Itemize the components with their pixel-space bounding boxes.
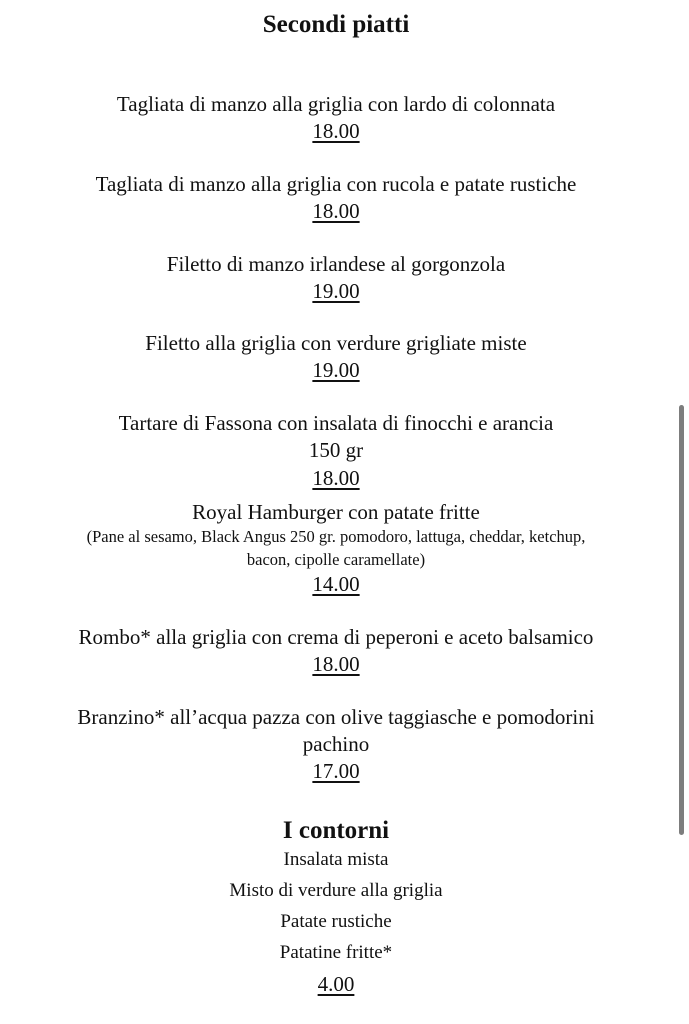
dish-price: 18.00 — [312, 199, 360, 223]
dish-description: bacon, cipolle caramellate) — [246, 550, 426, 569]
dish-price: 19.00 — [312, 279, 360, 303]
dish-price: 18.00 — [312, 466, 360, 490]
dish-name: Tagliata di manzo alla griglia con rucola e patate rustiche — [95, 172, 577, 196]
side-dish: Misto di verdure alla griglia — [229, 880, 443, 901]
dish-price: 19.00 — [312, 358, 360, 382]
dish-name: Rombo* alla griglia con crema di peperoni e aceto balsamico — [78, 625, 594, 649]
scrollbar[interactable] — [679, 405, 684, 835]
dish-name: Tagliata di manzo alla griglia con lardo di colonnata — [116, 92, 556, 116]
dish-name: Royal Hamburger con patate fritte — [192, 500, 480, 524]
dish-price: 18.00 — [312, 652, 360, 676]
dish-price: 14.00 — [312, 572, 360, 596]
dish-weight: 150 gr — [308, 438, 364, 462]
side-dish: Patate rustiche — [280, 911, 392, 932]
dish-name: Filetto alla griglia con verdure grigliate miste — [145, 331, 527, 355]
dish-name: Filetto di manzo irlandese al gorgonzola — [166, 252, 506, 276]
section-title-contorni: I contorni — [282, 817, 390, 844]
dish-description: (Pane al sesamo, Black Angus 250 gr. pomodoro, lattuga, cheddar, ketchup, — [86, 527, 586, 546]
section-title-secondi: Secondi piatti — [262, 11, 410, 38]
side-dish: Patatine fritte* — [279, 942, 393, 963]
dish-price: 17.00 — [312, 759, 360, 783]
dish-name: Tartare di Fassona con insalata di finocchi e arancia — [118, 411, 554, 435]
side-dish: Insalata mista — [283, 849, 389, 870]
contorni-price: 4.00 — [317, 972, 355, 996]
dish-name-continued: pachino — [302, 732, 370, 756]
dish-name: Branzino* all’acqua pazza con olive taggiasche e pomodorini — [77, 705, 595, 729]
dish-price: 18.00 — [312, 119, 360, 143]
